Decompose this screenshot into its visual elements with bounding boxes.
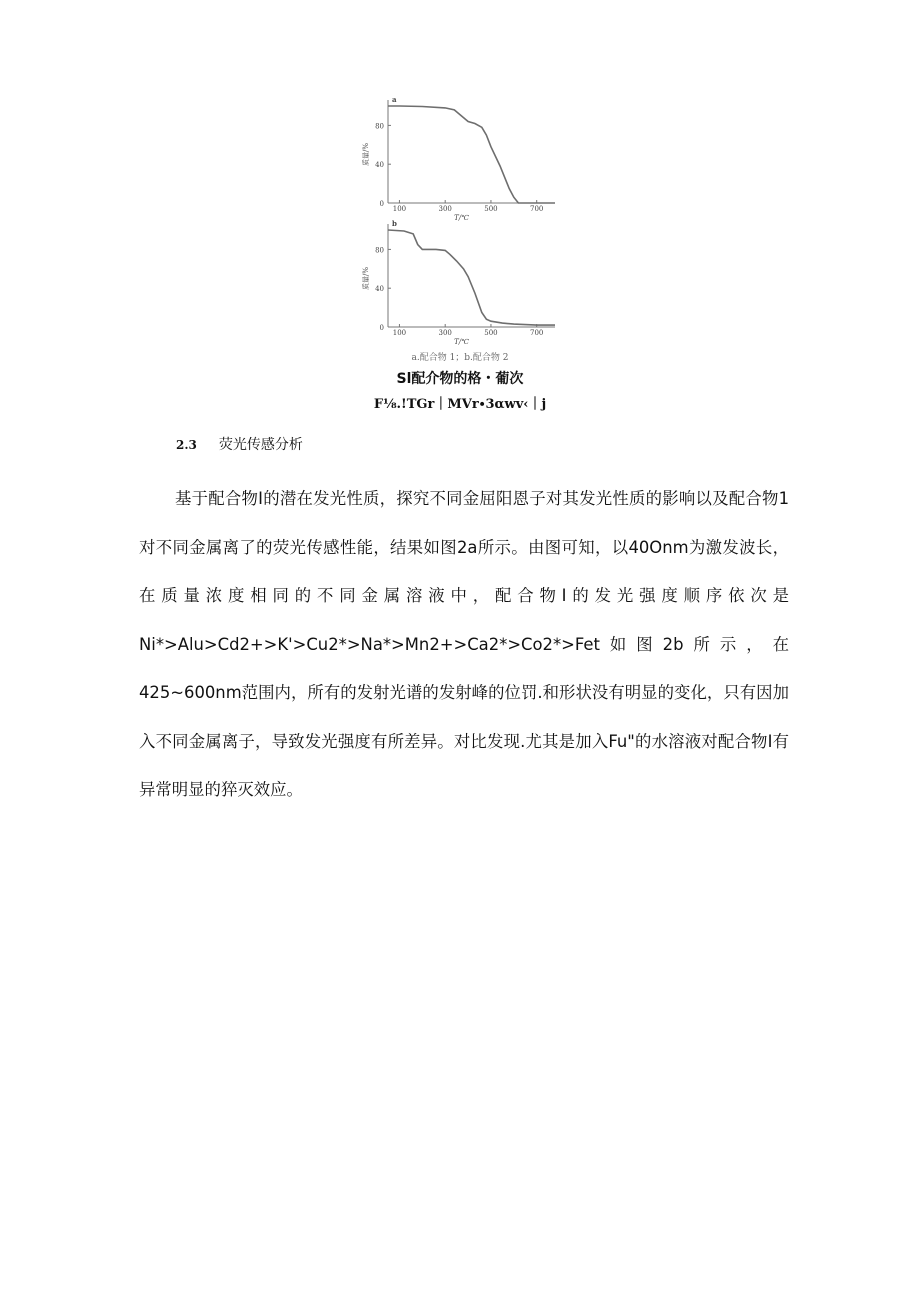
tga-figure bbox=[355, 92, 565, 363]
series-line bbox=[388, 106, 555, 203]
x-axis-label: T/℃ bbox=[454, 338, 469, 346]
figure-caption-english: F⅛.!TGr｜MVr∙3αwv‹｜j bbox=[373, 397, 547, 412]
y-tick-label: 80 bbox=[375, 122, 384, 131]
figure-sub-caption: a.配合物 1；b.配合物 2 bbox=[411, 353, 509, 363]
x-axis-label: T/℃ bbox=[454, 214, 469, 222]
y-tick-label: 40 bbox=[375, 285, 384, 294]
panel-label: a bbox=[392, 95, 397, 104]
y-axis-label: 质量/% bbox=[362, 266, 370, 291]
x-tick-label: 500 bbox=[484, 329, 498, 337]
x-tick-label: 300 bbox=[438, 205, 452, 213]
figure-caption-chinese: Sl配介物的格・葡次 bbox=[396, 371, 524, 387]
y-tick-label: 80 bbox=[375, 246, 384, 255]
panel-label: b bbox=[392, 219, 397, 228]
y-axis-label: 质量/% bbox=[362, 142, 370, 167]
y-tick-label: 40 bbox=[375, 161, 384, 170]
section-heading bbox=[176, 434, 303, 454]
x-tick-label: 100 bbox=[392, 205, 407, 213]
x-tick-label: 100 bbox=[392, 329, 407, 337]
x-tick-label: 700 bbox=[530, 329, 544, 337]
body-paragraph: 基于配合物I的潜在发光性质，探究不同金屈阳恩子对其发光性质的影响以及配合物1对不同金属离了的荧光传感性能，结果如图2a所示。由图可知，以40Onm为激发波长，在质量浓度相同的不同金属溶液中，配合物I的发光强度顺序依次是Ni*>Alu>Cd2+>K'>Cu2*>Na*>Mn2+>Ca2*>Co2*>Fet如图2b所示，在425~600nm范围内，所有的发射光谱的发射峰的位罚.和形状没有明显的变化，只有因加入不同金属离子，导致发光强度有所差异。对比发现.尤其是加入Fu"的水溶液对配合物I有异常明显的猝灭效应。 bbox=[139, 489, 789, 799]
y-tick-label: 0 bbox=[379, 324, 384, 332]
x-tick-label: 700 bbox=[530, 205, 544, 213]
x-tick-label: 300 bbox=[438, 329, 452, 337]
tga-chart-a bbox=[355, 92, 565, 222]
y-tick-label: 0 bbox=[379, 200, 384, 208]
series-line bbox=[388, 230, 555, 325]
x-tick-label: 500 bbox=[484, 205, 498, 213]
section-title: 荧光传感分析 bbox=[218, 437, 303, 453]
section-number: 2.3 bbox=[176, 438, 197, 452]
tga-chart-b bbox=[355, 216, 565, 346]
